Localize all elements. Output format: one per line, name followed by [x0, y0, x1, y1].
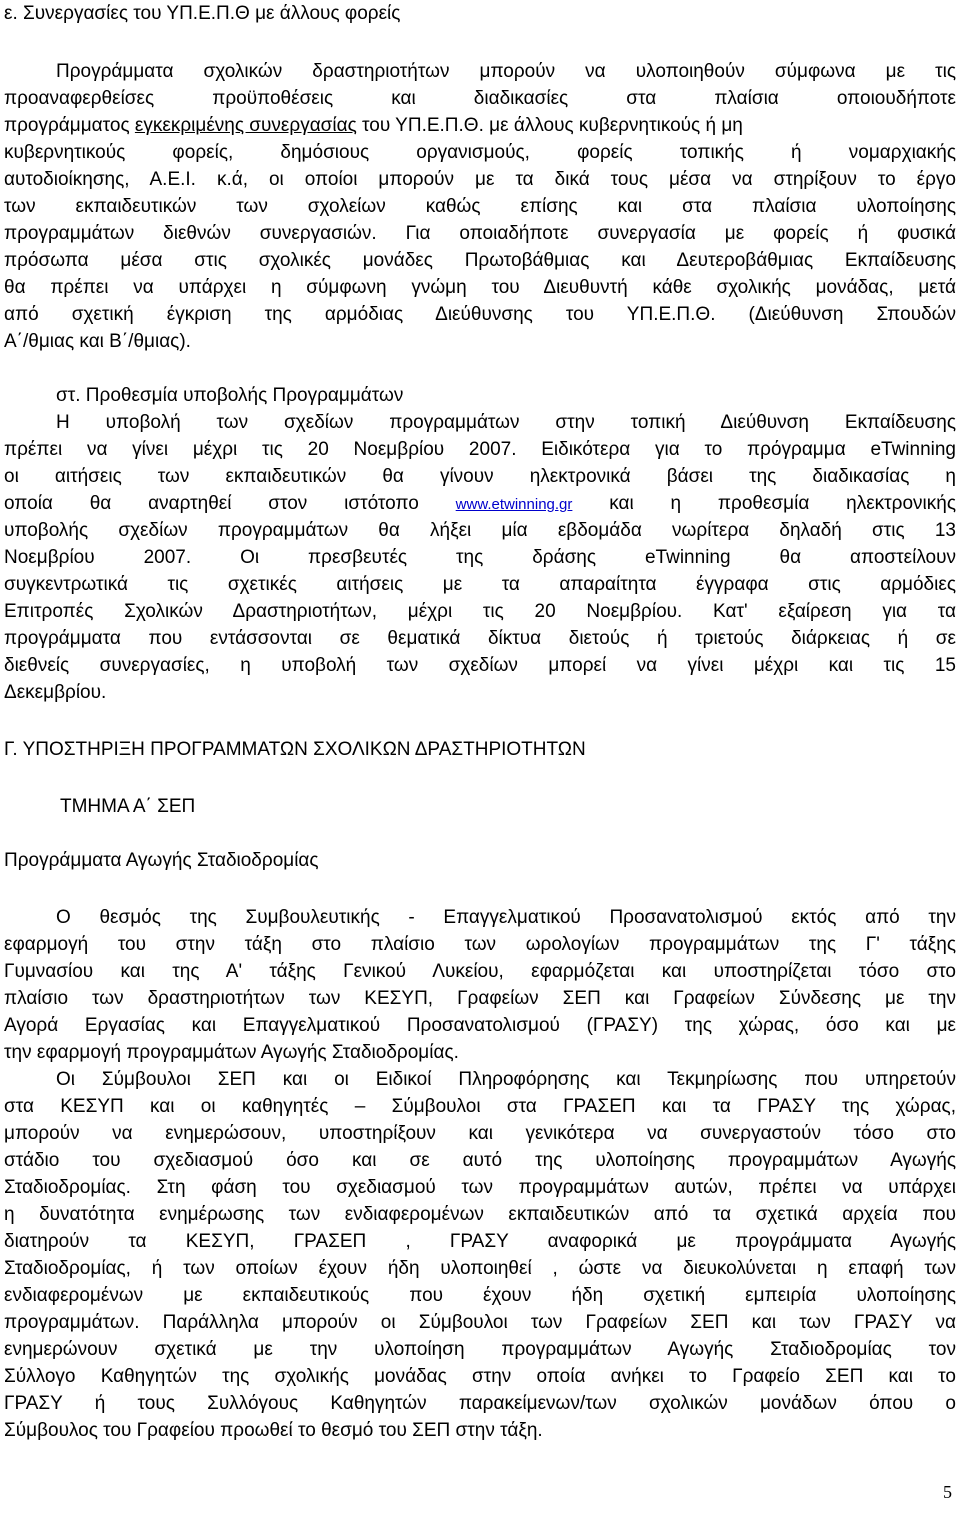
section-heading-deadline: στ. Προθεσμία υποβολής Προγραμμάτων	[56, 385, 404, 406]
paragraph-text: και η προθεσμία ηλεκτρονικής	[609, 493, 957, 514]
paragraph-line: συγκεντρωτικά τις σχετικές αιτήσεις με τα απαραίτητα έγγραφα στις αρμόδιες	[4, 574, 956, 595]
paragraph-line: Δεκεμβρίου.	[4, 682, 107, 703]
paragraph-line: Επιτροπές Σχολικών Δραστηριοτήτων, μέχρι τις 20 Νοεμβρίου. Κατ' εξαίρεση για τα	[4, 601, 956, 622]
paragraph-line: προγραμμάτων διεθνών συνεργασιών. Για οποιαδήποτε συνεργασία με φορείς ή φυσικά	[4, 223, 956, 244]
paragraph-line	[4, 492, 956, 517]
paragraph-line: στάδιο του σχεδιασμού όσο και σε αυτό της υλοποίησης προγραμμάτων Αγωγής	[4, 1150, 956, 1171]
paragraph-line: την εφαρμογή προγραμμάτων Αγωγής Σταδιοδρομίας.	[4, 1042, 459, 1063]
paragraph-line	[4, 114, 956, 138]
paragraph-line: Αγορά Εργασίας και Επαγγελματικού Προσανατολισμού (ΓΡΑΣΥ) της χώρας, όσο και με	[4, 1015, 956, 1036]
paragraph-line: Σταδιοδρομίας, ή των οποίων έχουν ήδη υλοποιηθεί , ώστε να διευκολύνεται η επαφή των	[4, 1258, 956, 1279]
page-number: 5	[943, 1482, 952, 1502]
paragraph-line: ενημερώνουν σχετικά με την υλοποίηση προγραμμάτων Αγωγής Σταδιοδρομίας τον	[4, 1339, 956, 1360]
section-heading-support: Γ. ΥΠΟΣΤΗΡΙΞΗ ΠΡΟΓΡΑΜΜΑΤΩΝ ΣΧΟΛΙΚΩΝ ΔΡΑΣΤΗΡΙΟΤΗΤΩΝ	[4, 739, 586, 760]
paragraph-line: αυτοδιοίκησης, Α.Ε.Ι. κ.ά, οι οποίοι μπορούν με τα δικά τους μέσα να στηρίξουν το έργο	[4, 169, 956, 190]
paragraph-line: η δυνατότητα ενημέρωσης των ενδιαφερομένων εκπαιδευτικών από τα σχετικά αρχεία που	[4, 1204, 956, 1225]
paragraph-line: Προγράμματα σχολικών δραστηριοτήτων μπορούν να υλοποιηθούν σύμφωνα με τις	[56, 61, 956, 82]
underlined-text: εγκεκριμένης συνεργασίας	[134, 115, 357, 136]
paragraph-line: προγραμμάτων. Παράλληλα μπορούν οι Σύμβουλοι των Γραφείων ΣΕΠ και των ΓΡΑΣΥ να	[4, 1312, 956, 1333]
paragraph-line: υποβολής σχεδίων προγραμμάτων θα λήξει μία εβδομάδα νωρίτερα δηλαδή στις 13	[4, 520, 956, 541]
section-heading-cooperations: ε. Συνεργασίες του ΥΠ.Ε.Π.Θ με άλλους φορείς	[4, 3, 401, 24]
paragraph-line: των εκπαιδευτικών των σχολείων καθώς επίσης και στα πλαίσια υλοποίησης	[4, 196, 956, 217]
paragraph-text: του ΥΠ.Ε.Π.Θ. με άλλους κυβερνητικούς ή μη	[362, 115, 743, 136]
subheading-sep: ΤΜΗΜΑ Α΄ ΣΕΠ	[60, 796, 196, 817]
paragraph-line: πλαίσιο των δραστηριοτήτων των ΚΕΣΥΠ, Γραφείων ΣΕΠ και Γραφείων Σύνδεσης με την	[4, 988, 956, 1009]
paragraph-line: κυβερνητικούς φορείς, δημόσιους οργανισμούς, φορείς τοπικής ή νομαρχιακής	[4, 142, 956, 163]
paragraph-line: διατηρούν τα ΚΕΣΥΠ, ΓΡΑΣΕΠ , ΓΡΑΣΥ αναφορικά με προγράμματα Αγωγής	[4, 1231, 956, 1252]
subsection-title: Προγράμματα Αγωγής Σταδιοδρομίας	[4, 850, 319, 871]
paragraph-line: εφαρμογή του στην τάξη στο πλαίσιο των ωρολογίων προγραμμάτων της Γ' τάξης	[4, 934, 956, 955]
paragraph-line: πρόσωπα μέσα στις σχολικές μονάδες Πρωτοβάθμιας και Δευτεροβάθμιας Εκπαίδευσης	[4, 250, 956, 271]
paragraph-line: μπορούν να ενημερώσουν, υποστηρίξουν και γενικότερα να συνεργαστούν τόσο στο	[4, 1123, 956, 1144]
paragraph-line: Οι Σύμβουλοι ΣΕΠ και οι Ειδικοί Πληροφόρησης και Τεκμηρίωσης που υπηρετούν	[56, 1069, 956, 1090]
paragraph-line: οι αιτήσεις των εκπαιδευτικών θα γίνουν ηλεκτρονικά βάσει της διαδικασίας η	[4, 466, 956, 487]
paragraph-line: Ο θεσμός της Συμβουλευτικής - Επαγγελματικού Προσανατολισμού εκτός από την	[56, 907, 956, 928]
paragraph-text: οποία θα αναρτηθεί στον ιστότοπο	[4, 493, 419, 514]
paragraph-line: στα ΚΕΣΥΠ και οι καθηγητές – Σύμβουλοι στα ΓΡΑΣΕΠ και τα ΓΡΑΣΥ της χώρας,	[4, 1096, 956, 1117]
paragraph-line: διεθνείς συνεργασίες, η υποβολή των σχεδίων μπορεί να γίνει μέχρι και τις 15	[4, 655, 956, 676]
paragraph-text: προγράμματος	[4, 115, 130, 136]
paragraph-line: Γυμνασίου και της Α' τάξης Γενικού Λυκείου, εφαρμόζεται και υποστηρίζεται τόσο στο	[4, 961, 956, 982]
paragraph-line: ενδιαφερομένων με εκπαιδευτικούς που έχουν ήδη σχετική εμπειρία υλοποίησης	[4, 1285, 956, 1306]
paragraph-line: Σταδιοδρομίας. Στη φάση του σχεδιασμού των προγραμμάτων αυτών, πρέπει να υπάρχει	[4, 1177, 956, 1198]
paragraph-line: ΓΡΑΣΥ ή τους Συλλόγους Καθηγητών παρακείμενων/των σχολικών μονάδων όπου ο	[4, 1393, 956, 1414]
paragraph-line: προγράμματα που εντάσσονται σε θεματικά δίκτυα διετούς ή τριετούς διάρκειας ή σε	[4, 628, 956, 649]
etwinning-link[interactable]: www.etwinning.gr	[455, 496, 573, 513]
paragraph-line: από σχετική έγκριση της αρμόδιας Διεύθυνσης του ΥΠ.Ε.Π.Θ. (Διεύθυνση Σπουδών	[4, 304, 956, 325]
paragraph-line: Σύμβουλος του Γραφείου προωθεί το θεσμό του ΣΕΠ στην τάξη.	[4, 1420, 543, 1441]
paragraph-line: θα πρέπει να υπάρχει η σύμφωνη γνώμη του Διευθυντή κάθε σχολικής μονάδας, μετά	[4, 277, 956, 298]
paragraph-line: πρέπει να γίνει μέχρι τις 20 Νοεμβρίου 2007. Ειδικότερα για το πρόγραμμα eTwinning	[4, 439, 956, 460]
paragraph-line: προαναφερθείσες προϋποθέσεις και διαδικασίες στα πλαίσια οποιουδήποτε	[4, 88, 956, 109]
paragraph-line: Η υποβολή των σχεδίων προγραμμάτων στην τοπική Διεύθυνση Εκπαίδευσης	[56, 412, 956, 433]
paragraph-line: Σύλλογο Καθηγητών της σχολικής μονάδας στην οποία ανήκει το Γραφείο ΣΕΠ και το	[4, 1366, 956, 1387]
paragraph-line: Νοεμβρίου 2007. Οι πρεσβευτές της δράσης eTwinning θα αποστείλουν	[4, 547, 956, 568]
paragraph-line: Α΄/θμιας και Β΄/θμιας).	[4, 331, 191, 352]
